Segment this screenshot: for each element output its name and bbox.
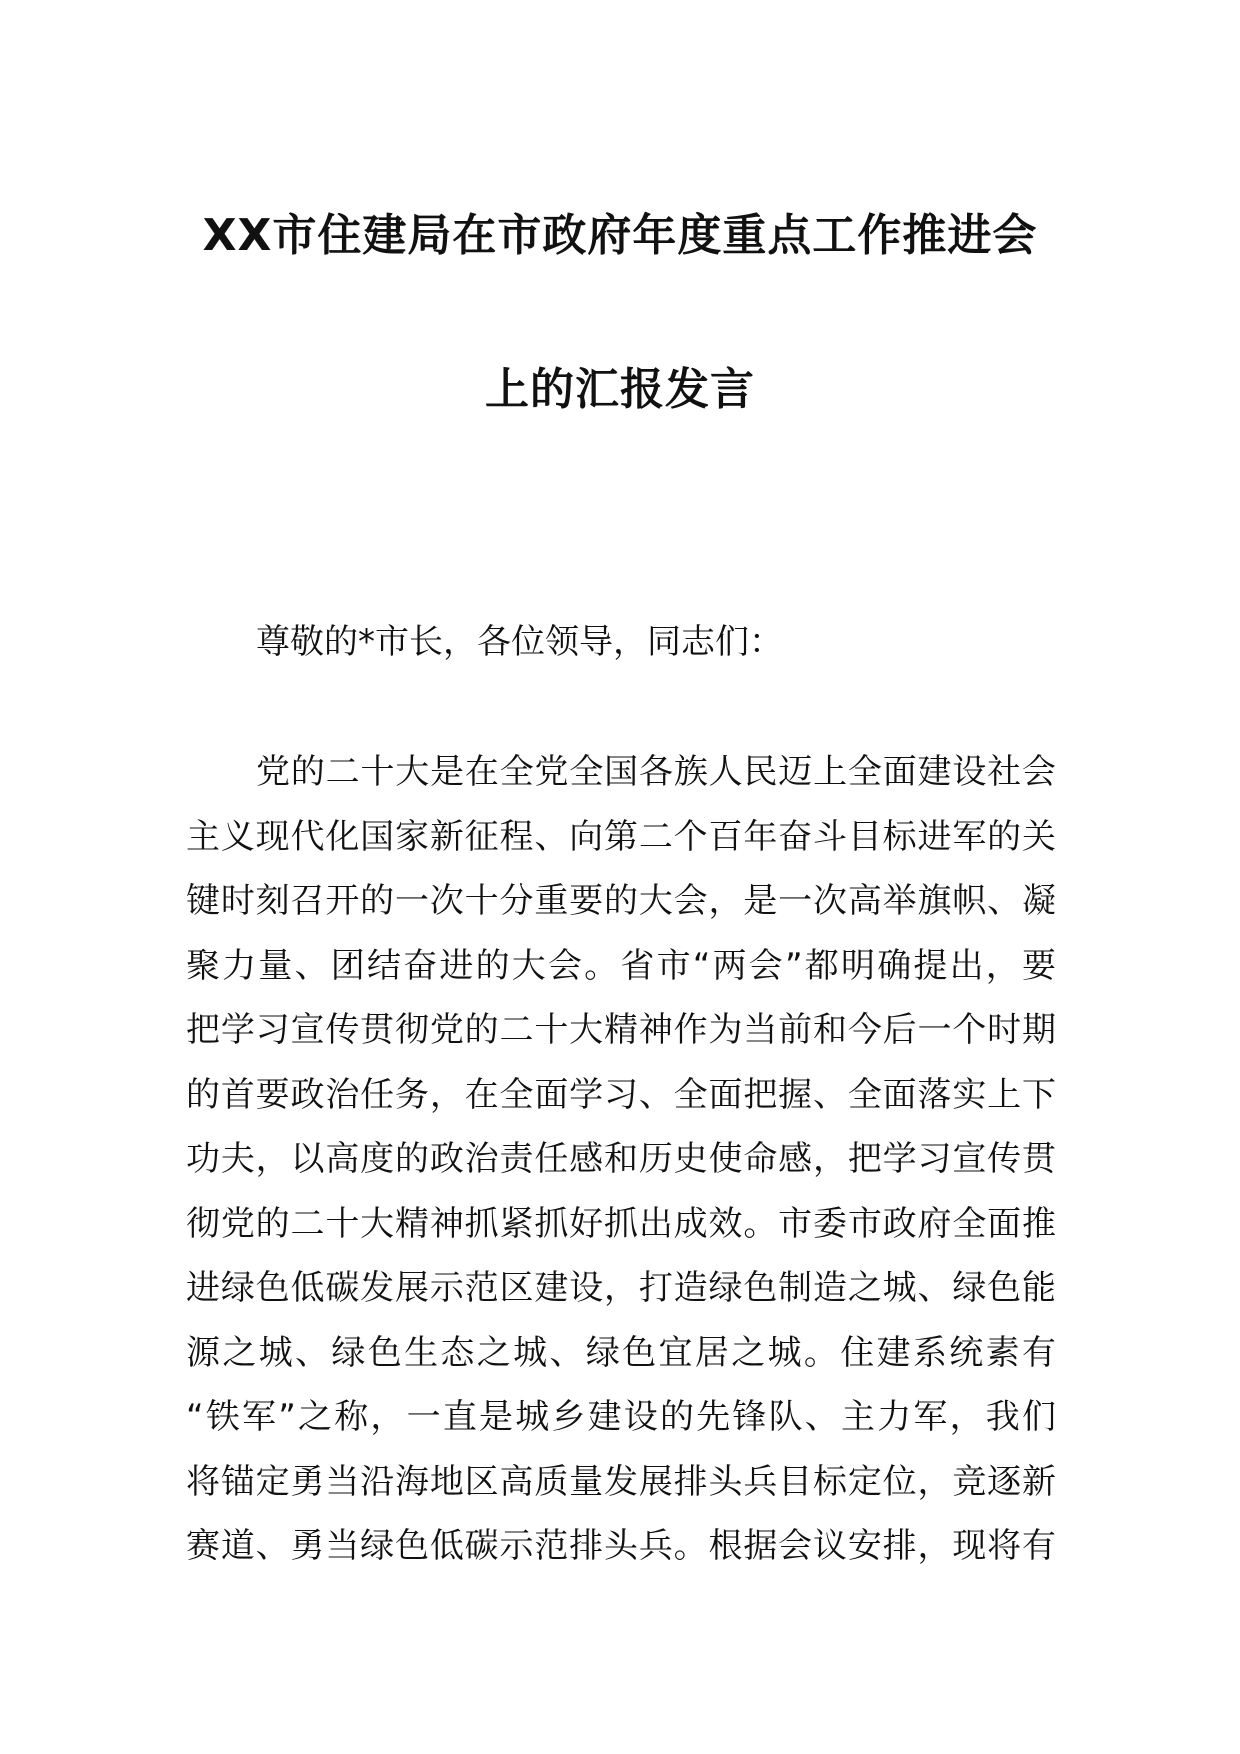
paragraph-line: 的首要政治任务，在全面学习、全面把握、全面落实上下 bbox=[186, 1074, 1056, 1115]
paragraph-line: 功夫，以高度的政治责任感和历史使命感，把学习宣传贯 bbox=[186, 1139, 1056, 1179]
paragraph-line: 源之城、绿色生态之城、绿色宜居之城。住建系统素有 bbox=[186, 1332, 1056, 1373]
paragraph-line: 进绿色低碳发展示范区建设，打造绿色制造之城、绿色能 bbox=[186, 1268, 1056, 1308]
paragraph-line: 主义现代化国家新征程、向第二个百年奋斗目标进军的关 bbox=[186, 816, 1056, 857]
salutation: 尊敬的*市长，各位领导，同志们： bbox=[256, 622, 783, 662]
document-title-line-2: 上的汇报发言 bbox=[485, 364, 755, 415]
paragraph-line: “铁军”之称，一直是城乡建设的先锋队、主力军，我们 bbox=[186, 1397, 1056, 1437]
body-paragraph bbox=[186, 740, 1056, 1579]
paragraph-line: 彻党的二十大精神抓紧抓好抓出成效。市委市政府全面推 bbox=[186, 1203, 1056, 1244]
paragraph-line: 党的二十大是在全党全国各族人民迈上全面建设社会 bbox=[256, 752, 1056, 792]
paragraph-line: 把学习宣传贯彻党的二十大精神作为当前和今后一个时期 bbox=[186, 1010, 1056, 1050]
paragraph-line: 赛道、勇当绿色低碳示范排头兵。根据会议安排，现将有 bbox=[186, 1526, 1056, 1566]
paragraph-line: 将锚定勇当沿海地区高质量发展排头兵目标定位，竞逐新 bbox=[186, 1461, 1056, 1502]
paragraph-line: 聚力量、团结奋进的大会。省市“两会”都明确提出，要 bbox=[186, 945, 1056, 986]
document-title-line-1: XX市住建局在市政府年度重点工作推进会 bbox=[202, 210, 1038, 261]
paragraph-line: 键时刻召开的一次十分重要的大会，是一次高举旗帜、凝 bbox=[186, 881, 1056, 921]
